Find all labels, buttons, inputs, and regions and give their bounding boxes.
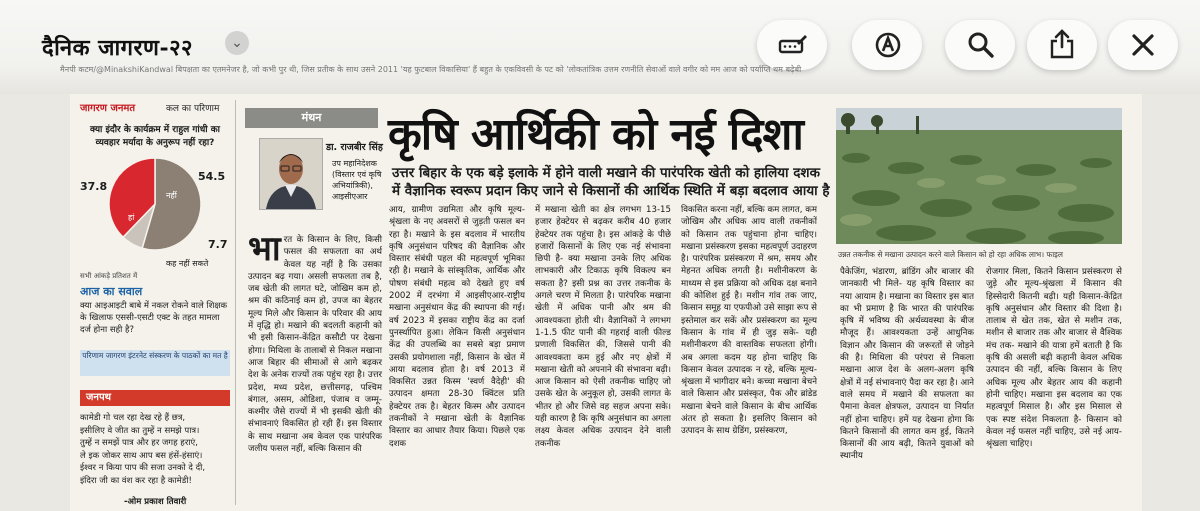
article-column-4: विकसित करना नहीं, बल्कि कम लागत, कम जोखिम और अधिक आय वाली तकनीकों को किसान तक पहुंचाना होना चाहिए। मखाना प्रसंस्करण इसका महत्वपूर्ण उदाहरण है। पारंपरिक प्रसंस्करण में श्रम, समय और मेहनत अधिक लगती है। मशीनीकरण के माध्यम से इस प्रक्रिया को अधिक दक्ष बनाने की कोशिश हुई है। मशीन गांव तक जाए, किसान समूह या एफपीओ उसे साझा रूप से इस्तेमाल कर सकें और प्रसंस्करण का मूल्य किसान के गांव में ही जुड़ सके- यही मशीनीकरण की वास्तविक सफलता होगी। अब अगला कदम यह होना चाहिए कि किसान केवल उत्पादक न रहे, बल्कि मूल्य-श्रृंखला में भागीदार बने। कच्चा मखाना बेचने वाले किसान और प्रसंस्कृत, पैक और ब्रांडेड मखाना बेचने वाले किसान के बीच आर्थिक अंतर हो सकता है। इसलिए किसान को उत्पादन के साथ ग्रेडिंग, प्रसंस्करण, xyxy=(681,205,817,437)
poem-line: इसीलिए वे जीत का तुम्हें न समझे पात्र। xyxy=(80,425,200,436)
publication-title: दैनिक जागरण-२२ xyxy=(42,35,193,61)
janpath-heading: जनपथ xyxy=(80,390,230,406)
poem-line: इंदिरा जी का वंश कर रहा है कामेडी! xyxy=(80,475,192,486)
poem-line: कामेडी गो चल रहा देख रहे हैं छत्र, xyxy=(80,413,186,423)
poll-question: क्या इंदौर के कार्यक्रम में राहुल गांधी का व्यवहार मर्यादा के अनुरूप नहीं रहा? xyxy=(90,125,220,148)
pie-label-cantsay: कह नहीं सकते xyxy=(166,259,209,268)
pencil-annotate-icon xyxy=(778,32,808,58)
search-icon xyxy=(967,31,995,59)
poem-line: ले इक जोकर साथ आप बस हंसें-हंसाएं। xyxy=(80,450,203,461)
pie-label-no: नहीं xyxy=(166,191,177,200)
makhana-field-photo xyxy=(836,108,1122,244)
today-question: क्या आइआइटी बाबे में नकल रोकने वाले शिक्षक के खिलाफ एससी-एसटी एक्ट के तहत मामला दर्ज होना सही है? xyxy=(80,301,228,335)
markup-button[interactable] xyxy=(852,20,922,70)
article-deck: उत्तर बिहार के एक बड़े इलाके में होने वाली मखाने की पारंपरिक खेती को हालिया दशक में वैज्ञानिक स्वरूप प्रदान किए जाने से किसानों की आर्थिक स्थिति में बड़ा बदलाव आया है xyxy=(392,165,830,199)
share-icon xyxy=(1048,29,1076,59)
article-column-5: पैकेजिंग, भंडारण, ब्रांडिंग और बाजार की जानकारी भी मिले- यह कृषि विस्तार का नया आयाम है। मखाना का विस्तार इस बात का भी प्रमाण है कि भारत की पारंपरिक कृषि में भविष्य की अर्थव्यवस्था के बीज मौजूद हैं। आवश्यकता उन्हें आधुनिक विज्ञान और किसान की जरूरतों से जोड़ने की है। मिथिला की परंपरा से निकला मखाना आज देश के अलग-अलग कृषि क्षेत्रों में नई संभावनाएं पैदा कर रहा है। आने वाले समय में मखाने की सफलता का पैमाना केवल क्षेत्रफल, उत्पादन या निर्यात नहीं होना चाहिए। हमें यह देखना होगा कि कितने किसानों की लागत कम हुई, कितने किसानों की आय बढ़ी, कितने युवाओं को स्थानीय xyxy=(840,267,974,462)
close-button[interactable] xyxy=(1108,20,1178,70)
poll-source: सभी आंकड़े प्रतिशत में xyxy=(80,272,138,280)
app-toolbar xyxy=(0,0,1200,94)
photo-caption: उन्नत तकनीक से मखाना उत्पादन करने वाले किसान को हो रहा अधिक लाभ। फाइल xyxy=(838,250,1063,259)
poet-name: -ओम प्रकाश तिवारी xyxy=(124,497,187,507)
annotate-button[interactable] xyxy=(757,20,827,70)
article-text: रत के किसान के लिए, किसी फसल की सफलता का अर्थ केवल यह नहीं है कि उसका उत्पादन बढ़ गया। असली सफलता तब है, जब खेती की लागत घटे, जोखिम कम हो, श्रम की कठिनाई कम हो, उपज का बेहतर मूल्य मिले और किसान के परिवार की आय में वृद्धि हो। मखाने की बदलती कहानी को भी इसी किसान-केंद्रित कसौटी पर देखना होगा। मिथिला के तालाबों से निकल मखाना आज बिहार की सीमाओं से आगे बढ़कर देश के अनेक राज्यों तक पहुंच रहा है। उत्तर प्रदेश, मध्य प्रदेश, छत्तीसगढ़, पश्चिम बंगाल, असम, ओडिशा, पंजाब व जम्मू-कश्मीर जैसे राज्यों में भी इसकी खेती की संभावनाएं विकसित हो रही हैं। इस विस्तार के साथ मखाना अब केवल एक पारंपरिक जलीय फसल नहीं, बल्कि किसान की xyxy=(248,235,382,455)
pie-value-cantsay: 7.7 xyxy=(208,238,228,251)
newspaper-page xyxy=(70,94,1142,511)
column-divider xyxy=(235,100,236,505)
pie-label-yes: हां xyxy=(128,213,135,222)
chevron-down-icon[interactable]: ⌄ xyxy=(225,31,249,55)
poll-subtitle: कल का परिणाम xyxy=(166,104,220,114)
article-column-2: आय, ग्रामीण उद्यमिता और कृषि मूल्य-श्रृंखला के नए अवसरों से जुड़ती फसल बन रहा है। मखाने के इस बदलाव में भारतीय कृषि अनुसंधान परिषद की वैज्ञानिक और विस्तार संबंधी पहल की महत्वपूर्ण भूमिका रही है। मखाने के सांस्कृतिक, आर्थिक और पोषण संबंधी महत्व को देखते हुए वर्ष 2002 में दरभंगा में आइसीएआर-राष्ट्रीय मखाना अनुसंधान केंद्र की स्थापना की गई। वर्ष 2023 में इसका राष्ट्रीय केंद्र का दर्जा पुनर्स्थापित हुआ। लेकिन किसी अनुसंधान केंद्र की उपलब्धि का सबसे बड़ा प्रमाण उसकी प्रयोगशाला नहीं, किसान के खेत में आया बदलाव होता है। वर्ष 2013 में विकसित उन्नत किस्म 'स्वर्ण वैदेही' की उत्पादन क्षमता 28-30 क्विंटल प्रति हेक्टेयर तक है। बेहतर किस्म और उत्पादन तकनीकों ने मखाना खेती के वैज्ञानिक विस्तार का आधार तैयार किया। पिछले एक दशक xyxy=(389,205,525,449)
today-question-heading: आज का सवाल xyxy=(80,285,143,298)
previous-page-strip: मैनपी कटम/@MinakshiKandwal बिपक्षता का एतमनेजर है, जो कभी पुर थी, जिस प्रतीक के साथ उसने 2011 'यह फुटबाल विकासिया' हैं बहुत के एकविवसी के पट को 'लोकतांत्रिक उत्तम रणनीति सेवाओं वाले वगीर को मम आज को पर्याप्ति थम बढ़ेबी xyxy=(60,65,802,74)
article-column-3: में मखाना खेती का क्षेत्र लगभग 13-15 हजार हेक्टेयर से बढ़कर करीब 40 हजार हेक्टेयर तक पहुंचा है। इस आंकड़े के पीछे हजारों किसानों के लिए एक नई संभावना छिपी है- क्या मखाना उनके लिए अधिक लाभकारी और टिकाऊ कृषि विकल्प बन सकता है? इसी प्रश्न का उत्तर तकनीक के अगले चरण में मिलता है। पारंपरिक मखाना खेती में अधिक पानी और श्रम की आवश्यकता होती थी। वैज्ञानिकों ने लगभग 1-1.5 फीट पानी की गहराई वाली फील्ड प्रणाली विकसित की, जिससे पानी की आवश्यकता कम हुई और नए क्षेत्रों में मखाना खेती को अपनाने की संभावना बढ़ी। आज किसान को ऐसी तकनीक चाहिए जो उसके खेत के अनुकूल हो, उसकी लागत के भीतर हो और जिसे वह सहज अपना सके। यही कारण है कि कृषि अनुसंधान का अगला लक्ष्य केवल अधिक उत्पादन देने वाली तकनीक xyxy=(535,205,671,449)
section-label: मंथन xyxy=(245,108,378,128)
article-column-6: रोजगार मिला, कितने किसान प्रसंस्करण से जुड़े और मूल्य-श्रृंखला में किसान की हिस्सेदारी कितनी बढ़ी। यही किसान-केंद्रित कृषि अनुसंधान और विस्तार की दिशा है। तालाब से खेत तक, खेत से मशीन तक, मशीन से बाजार तक और बाजार से वैश्विक मंच तक- मखाने की यात्रा हमें बताती है कि कृषि की असली बढ़ी कहानी केवल अधिक उत्पादन की नहीं, बल्कि किसान के लिए अधिक मूल्य और बेहतर आय की कहानी होनी चाहिए। मखाना इस बदलाव का एक महत्वपूर्ण मिसाल है। और इस मिसाल से एक स्पष्ट संदेश निकलता है- किसान को केवल नई फसल नहीं चाहिए, उसे नई आय-श्रृंखला चाहिए। xyxy=(986,267,1122,450)
author-name: डा. राजबीर सिंह xyxy=(326,142,383,153)
close-icon xyxy=(1130,32,1156,58)
share-button[interactable] xyxy=(1027,20,1097,70)
marker-icon xyxy=(874,31,902,59)
author-photo xyxy=(259,138,323,210)
poem-line: तुम्हें न समझें पात्र और हर जगह हराएं, xyxy=(80,438,198,448)
search-button[interactable] xyxy=(945,20,1015,70)
drop-cap: भा xyxy=(248,229,281,269)
poll-column xyxy=(80,100,230,507)
janpath-poem xyxy=(80,412,230,487)
poem-line: ईश्वर न किया पाप की सजा उनको दे दी, xyxy=(80,463,206,473)
author-role: उप महानिदेशक (विस्तार एवं कृषि अभियांत्रिकी), आइसीएआर xyxy=(332,159,382,201)
poll-title: जागरण जनमत xyxy=(80,103,136,114)
pie-value-yes: 37.8 xyxy=(80,180,108,193)
article-headline: कृषि आर्थिकी को नई दिशा xyxy=(388,109,803,160)
poll-notice: परिणाम जागरण इंटरनेट संस्करण के पाठकों का मत है xyxy=(80,350,230,376)
pie-value-no: 54.5 xyxy=(198,170,226,183)
article-column-1 xyxy=(248,229,382,455)
poll-pie-chart xyxy=(105,154,205,254)
